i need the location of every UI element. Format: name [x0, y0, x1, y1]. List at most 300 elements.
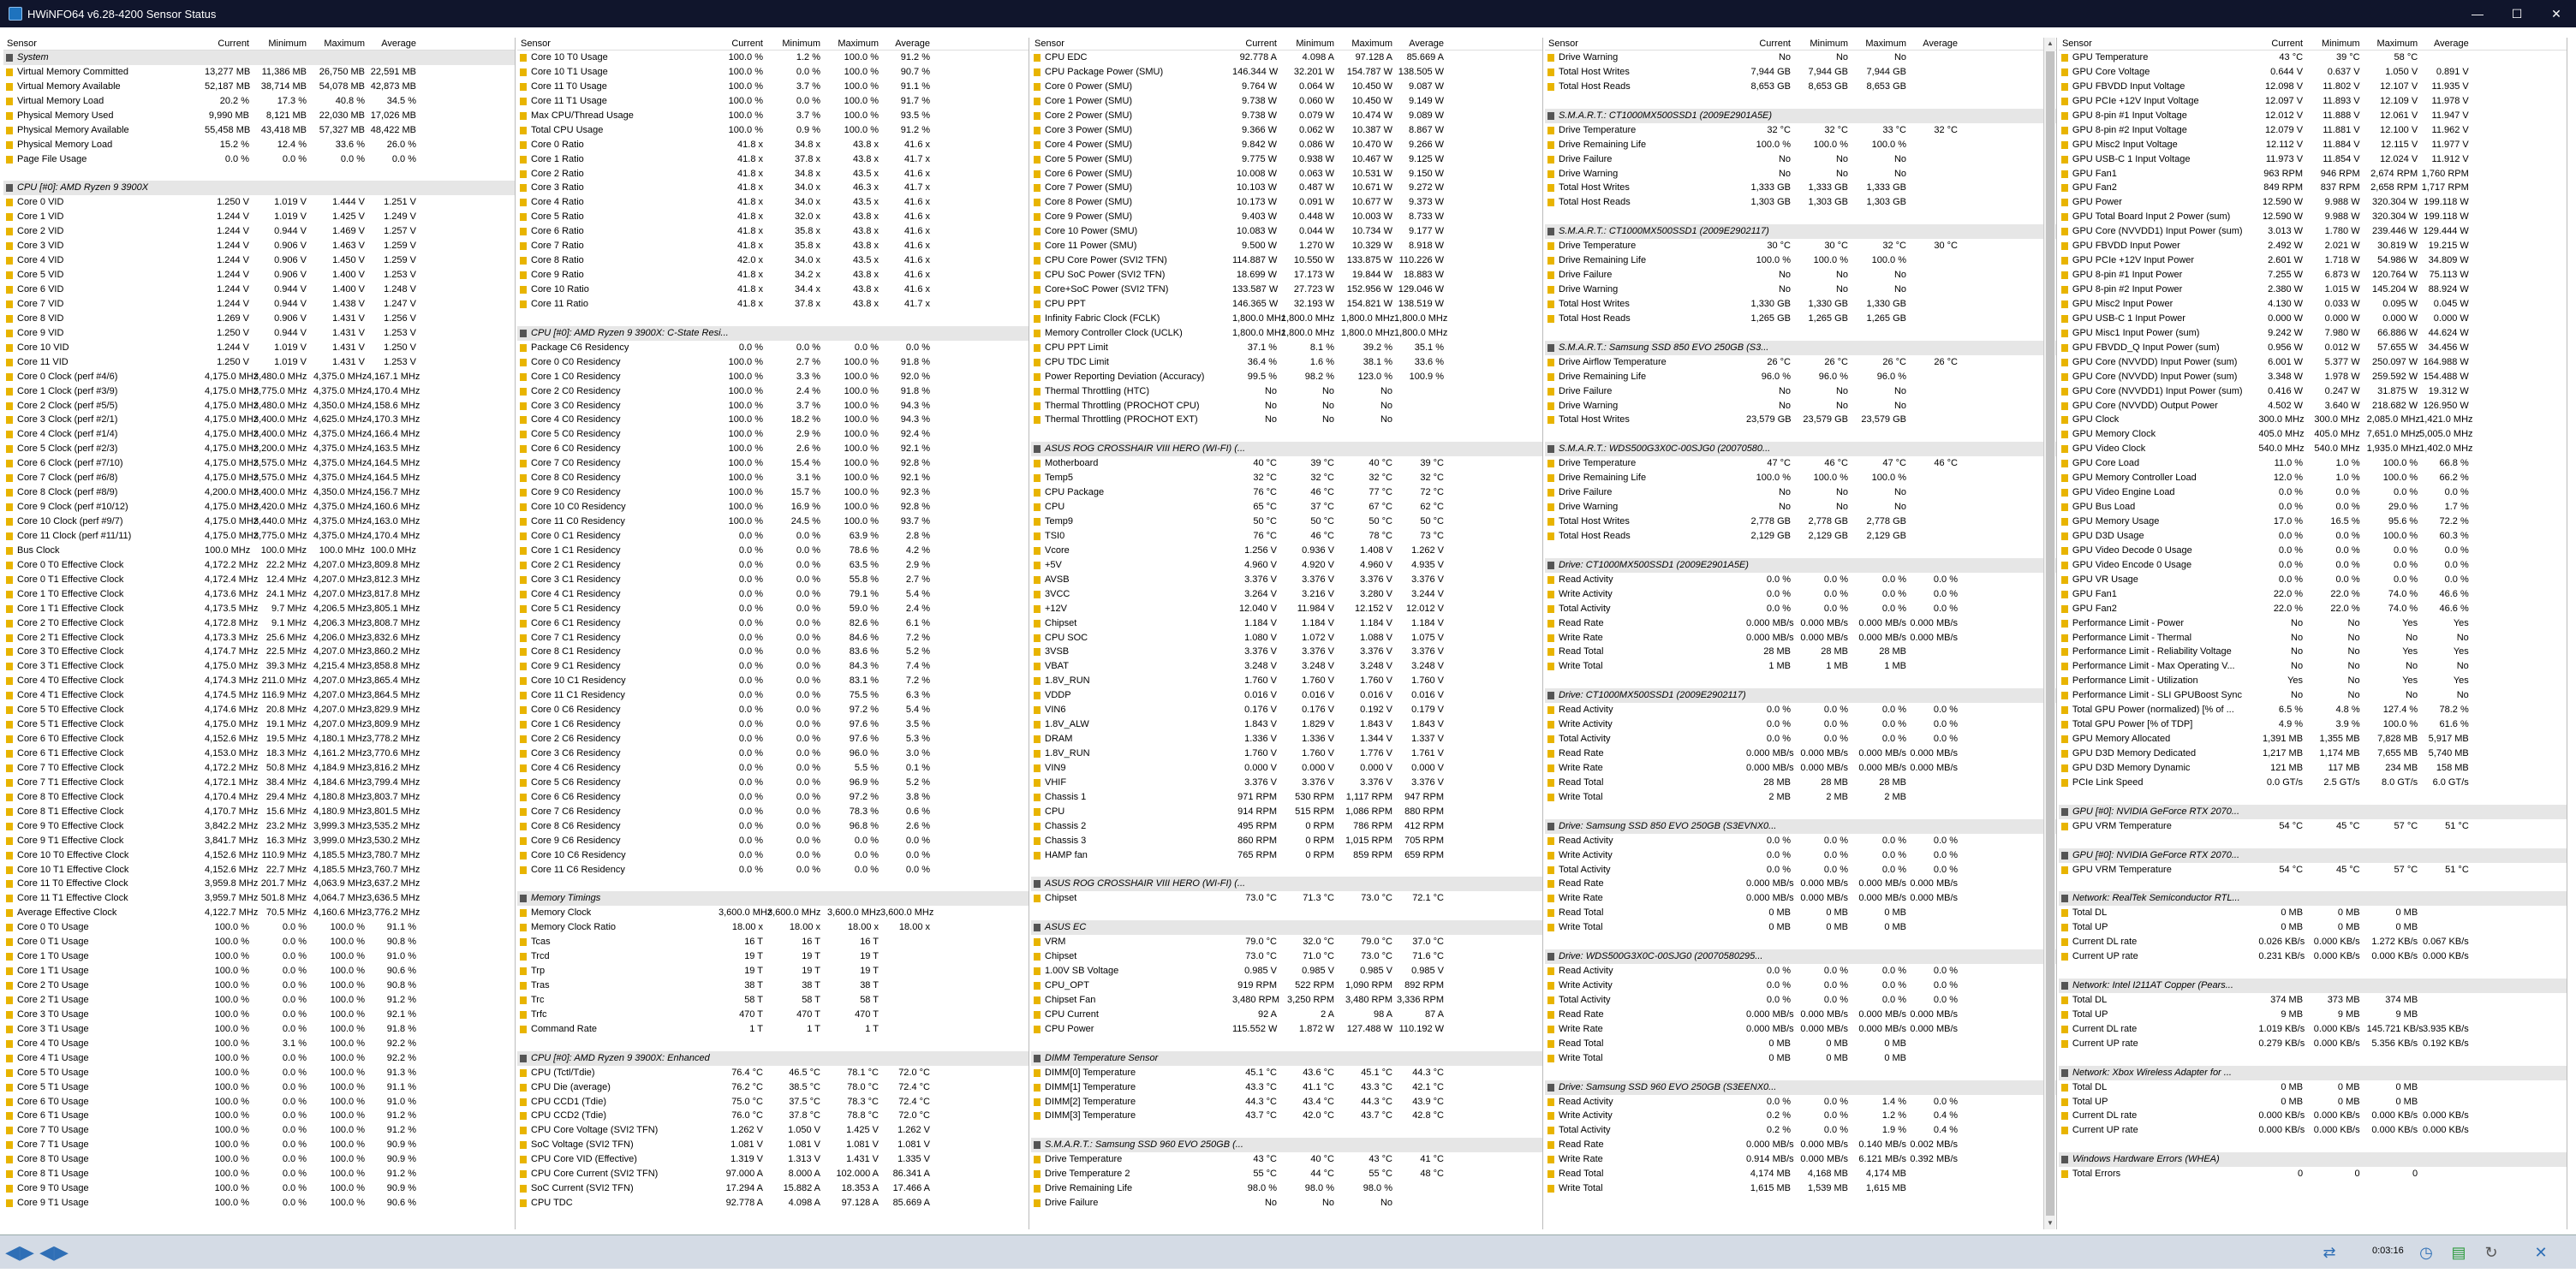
sensor-row[interactable]: [1031, 616, 1542, 631]
sensor-row[interactable]: [3, 94, 515, 109]
sensor-row[interactable]: [517, 616, 1029, 631]
sensor-row[interactable]: [2059, 906, 2567, 920]
sensor-row[interactable]: [517, 515, 1029, 529]
sensor-row[interactable]: [1545, 51, 2056, 65]
sensor-row[interactable]: [1545, 1095, 2056, 1109]
sensor-row[interactable]: [2059, 51, 2567, 65]
sensor-row[interactable]: [3, 717, 515, 732]
sensor-row[interactable]: [2059, 152, 2567, 167]
sensor-row[interactable]: [1545, 413, 2056, 427]
maximize-button[interactable]: ☐: [2511, 6, 2523, 21]
sensor-row[interactable]: [517, 790, 1029, 805]
sensor-row[interactable]: [2059, 631, 2567, 645]
sensor-row[interactable]: [3, 993, 515, 1008]
sensor-row[interactable]: [517, 195, 1029, 210]
sensor-row[interactable]: [517, 935, 1029, 949]
sensor-group-header[interactable]: [2059, 805, 2567, 819]
sensor-row[interactable]: [1545, 370, 2056, 384]
sensor-row[interactable]: [517, 471, 1029, 485]
sensor-row[interactable]: [1545, 515, 2056, 529]
sensor-row[interactable]: [517, 558, 1029, 573]
sensor-row[interactable]: [1545, 138, 2056, 152]
sensor-row[interactable]: [2059, 123, 2567, 138]
sensor-row[interactable]: [1545, 283, 2056, 297]
sensor-row[interactable]: [1031, 935, 1542, 949]
sensor-row[interactable]: [3, 920, 515, 935]
sensor-row[interactable]: [3, 65, 515, 80]
sensor-row[interactable]: [517, 993, 1029, 1008]
sensor-row[interactable]: [1031, 224, 1542, 239]
sensor-row[interactable]: [2059, 399, 2567, 413]
sensor-row[interactable]: [1031, 645, 1542, 659]
sensor-row[interactable]: [1031, 109, 1542, 123]
sensor-row[interactable]: [517, 413, 1029, 427]
sensor-row[interactable]: [1031, 1167, 1542, 1181]
sensor-row[interactable]: [3, 1008, 515, 1022]
sensor-row[interactable]: [1031, 659, 1542, 674]
sensor-row[interactable]: [517, 602, 1029, 616]
sensor-row[interactable]: [3, 674, 515, 688]
sensor-row[interactable]: [1031, 341, 1542, 355]
sensor-row[interactable]: [1545, 253, 2056, 268]
sensor-row[interactable]: [1031, 51, 1542, 65]
sensor-row[interactable]: [2059, 544, 2567, 558]
sensor-row[interactable]: [3, 152, 515, 167]
sensor-row[interactable]: [1031, 210, 1542, 224]
sensor-row[interactable]: [3, 413, 515, 427]
sensor-row[interactable]: [3, 210, 515, 224]
column-header-current[interactable]: Current: [1245, 39, 1277, 49]
column-header-sensor[interactable]: Sensor: [1548, 39, 1578, 49]
scrollbar-thumb[interactable]: [2046, 51, 2054, 1216]
sensor-row[interactable]: [2059, 1037, 2567, 1051]
sensor-row[interactable]: [1545, 239, 2056, 253]
sensor-row[interactable]: [3, 732, 515, 747]
sensor-row[interactable]: [1031, 776, 1542, 790]
sensor-row[interactable]: [1545, 790, 2056, 805]
sensor-row[interactable]: [2059, 109, 2567, 123]
sensor-row[interactable]: [1031, 167, 1542, 181]
sensor-row[interactable]: [2059, 776, 2567, 790]
sensor-row[interactable]: [2059, 355, 2567, 370]
sensor-row[interactable]: [3, 790, 515, 805]
sensor-row[interactable]: [517, 283, 1029, 297]
sensor-row[interactable]: [3, 456, 515, 471]
sensor-row[interactable]: [3, 485, 515, 500]
sensor-row[interactable]: [3, 427, 515, 442]
sensor-row[interactable]: [517, 427, 1029, 442]
sensor-row[interactable]: [1031, 312, 1542, 326]
sensor-row[interactable]: [3, 253, 515, 268]
sensor-row[interactable]: [2059, 1109, 2567, 1123]
sensor-row[interactable]: [1031, 805, 1542, 819]
sensor-row[interactable]: [517, 167, 1029, 181]
sensor-row[interactable]: [3, 645, 515, 659]
column-header-minimum[interactable]: Minimum: [2321, 39, 2360, 49]
sensor-row[interactable]: [1545, 573, 2056, 587]
sensor-group-header[interactable]: [517, 1051, 1029, 1066]
sensor-row[interactable]: [517, 355, 1029, 370]
sensor-row[interactable]: [2059, 370, 2567, 384]
column-header-maximum[interactable]: Maximum: [1865, 39, 1906, 49]
sensor-row[interactable]: [2059, 515, 2567, 529]
nav-back-icon[interactable]: ◀▶: [5, 1241, 34, 1263]
sensor-row[interactable]: [1031, 703, 1542, 717]
sensor-row[interactable]: [3, 616, 515, 631]
sensor-row[interactable]: [1031, 790, 1542, 805]
sensor-row[interactable]: [3, 863, 515, 877]
sensor-row[interactable]: [1545, 602, 2056, 616]
sensor-row[interactable]: [3, 558, 515, 573]
sensor-row[interactable]: [2059, 442, 2567, 456]
sensor-row[interactable]: [1545, 500, 2056, 515]
sensor-row[interactable]: [517, 181, 1029, 195]
sensor-row[interactable]: [1031, 964, 1542, 979]
sensor-row[interactable]: [2059, 224, 2567, 239]
sensor-row[interactable]: [517, 761, 1029, 776]
sensor-row[interactable]: [1545, 906, 2056, 920]
sensor-group-header[interactable]: [3, 51, 515, 65]
sensor-row[interactable]: [2059, 195, 2567, 210]
sensor-group-header[interactable]: [1031, 1051, 1542, 1066]
sensor-row[interactable]: [1545, 1037, 2056, 1051]
sensor-row[interactable]: [517, 500, 1029, 515]
sensor-row[interactable]: [2059, 573, 2567, 587]
sensor-row[interactable]: [517, 456, 1029, 471]
sensor-row[interactable]: [1031, 268, 1542, 283]
sensor-group-header[interactable]: [517, 891, 1029, 906]
sensor-row[interactable]: [1031, 355, 1542, 370]
sensor-row[interactable]: [1545, 631, 2056, 645]
sensor-row[interactable]: [1545, 1008, 2056, 1022]
sensor-row[interactable]: [517, 920, 1029, 935]
sensor-row[interactable]: [517, 1109, 1029, 1123]
sensor-row[interactable]: [517, 674, 1029, 688]
sensor-row[interactable]: [2059, 993, 2567, 1008]
sensor-row[interactable]: [2059, 341, 2567, 355]
sensor-row[interactable]: [1031, 674, 1542, 688]
column-header-current[interactable]: Current: [1759, 39, 1791, 49]
sensor-row[interactable]: [2059, 326, 2567, 341]
sensor-row[interactable]: [3, 123, 515, 138]
sensor-row[interactable]: [2059, 268, 2567, 283]
sensor-row[interactable]: [1031, 384, 1542, 399]
column-header[interactable]: [2059, 38, 2567, 51]
sensor-row[interactable]: [2059, 645, 2567, 659]
sensor-row[interactable]: [1545, 848, 2056, 863]
sensor-row[interactable]: [3, 515, 515, 529]
sensor-row[interactable]: [517, 1181, 1029, 1196]
sensor-row[interactable]: [3, 1095, 515, 1109]
sensor-row[interactable]: [3, 370, 515, 384]
sensor-row[interactable]: [2059, 210, 2567, 224]
sensor-row[interactable]: [2059, 312, 2567, 326]
vertical-scrollbar[interactable]: [2043, 38, 2055, 1229]
sensor-row[interactable]: [1031, 587, 1542, 602]
sensor-row[interactable]: [2059, 732, 2567, 747]
column-header-maximum[interactable]: Maximum: [324, 39, 365, 49]
sensor-row[interactable]: [2059, 94, 2567, 109]
column-header-minimum[interactable]: Minimum: [782, 39, 820, 49]
column-header-sensor[interactable]: Sensor: [7, 39, 37, 49]
sensor-row[interactable]: [1031, 573, 1542, 587]
sensor-row[interactable]: [1545, 1167, 2056, 1181]
sensor-row[interactable]: [1545, 877, 2056, 891]
sensor-row[interactable]: [2059, 239, 2567, 253]
sensor-row[interactable]: [3, 239, 515, 253]
sensor-row[interactable]: [1031, 471, 1542, 485]
sensor-row[interactable]: [1031, 979, 1542, 993]
sensor-row[interactable]: [517, 65, 1029, 80]
sensor-row[interactable]: [517, 138, 1029, 152]
sensor-row[interactable]: [2059, 1123, 2567, 1138]
sensor-row[interactable]: [517, 949, 1029, 964]
sensor-row[interactable]: [2059, 949, 2567, 964]
sensor-row[interactable]: [1031, 500, 1542, 515]
sensor-row[interactable]: [517, 1066, 1029, 1080]
sensor-row[interactable]: [1031, 1022, 1542, 1037]
sensor-group-header[interactable]: [1031, 442, 1542, 456]
sensor-row[interactable]: [517, 399, 1029, 413]
sensor-row[interactable]: [517, 688, 1029, 703]
sensor-row[interactable]: [2059, 558, 2567, 573]
column-header-current[interactable]: Current: [731, 39, 763, 49]
sensor-row[interactable]: [3, 109, 515, 123]
sensor-row[interactable]: [2059, 761, 2567, 776]
sensor-panel[interactable]: [2059, 38, 2567, 1229]
sensor-row[interactable]: [1545, 181, 2056, 195]
sensor-row[interactable]: [1031, 717, 1542, 732]
sensor-row[interactable]: [1031, 747, 1542, 761]
sensor-row[interactable]: [1031, 253, 1542, 268]
sensor-row[interactable]: [1545, 195, 2056, 210]
sensor-row[interactable]: [517, 485, 1029, 500]
sensor-row[interactable]: [1545, 65, 2056, 80]
sensor-row[interactable]: [2059, 297, 2567, 312]
sensor-row[interactable]: [3, 1138, 515, 1152]
sensor-row[interactable]: [3, 747, 515, 761]
sensor-row[interactable]: [1545, 776, 2056, 790]
column-header-current[interactable]: Current: [218, 39, 249, 49]
reset-icon[interactable]: ↻: [2484, 1243, 2498, 1261]
sensor-row[interactable]: [2059, 456, 2567, 471]
sensor-row[interactable]: [517, 631, 1029, 645]
sensor-row[interactable]: [1031, 456, 1542, 471]
sensor-row[interactable]: [1031, 891, 1542, 906]
sensor-row[interactable]: [1545, 1152, 2056, 1167]
sensor-row[interactable]: [3, 1167, 515, 1181]
sensor-row[interactable]: [517, 370, 1029, 384]
sensor-row[interactable]: [2059, 1080, 2567, 1095]
column-header-average[interactable]: Average: [1923, 39, 1958, 49]
sensor-row[interactable]: [2059, 167, 2567, 181]
sensor-row[interactable]: [3, 1123, 515, 1138]
sensor-row[interactable]: [1031, 688, 1542, 703]
column-header-minimum[interactable]: Minimum: [1296, 39, 1334, 49]
sensor-row[interactable]: [517, 863, 1029, 877]
sensor-row[interactable]: [1545, 645, 2056, 659]
sensor-row[interactable]: [1031, 515, 1542, 529]
sensor-row[interactable]: [1031, 761, 1542, 776]
column-header-sensor[interactable]: Sensor: [2061, 39, 2092, 49]
sensor-group-header[interactable]: [1545, 558, 2056, 573]
sensor-row[interactable]: [1545, 384, 2056, 399]
column-header-minimum[interactable]: Minimum: [1810, 39, 1848, 49]
sensor-row[interactable]: [3, 587, 515, 602]
sensor-row[interactable]: [1545, 456, 2056, 471]
sensor-row[interactable]: [517, 1080, 1029, 1095]
sensor-row[interactable]: [2059, 935, 2567, 949]
sensor-row[interactable]: [3, 471, 515, 485]
network-icon[interactable]: ⇄: [2323, 1243, 2336, 1261]
sensor-row[interactable]: [2059, 138, 2567, 152]
sensor-row[interactable]: [3, 1022, 515, 1037]
sensor-row[interactable]: [1545, 891, 2056, 906]
sensor-row[interactable]: [3, 877, 515, 891]
sensor-row[interactable]: [1031, 283, 1542, 297]
sensor-row[interactable]: [517, 544, 1029, 558]
sensor-row[interactable]: [517, 1152, 1029, 1167]
close-icon[interactable]: ✕: [2534, 1243, 2548, 1261]
sensor-row[interactable]: [1031, 326, 1542, 341]
sensor-row[interactable]: [3, 544, 515, 558]
sensor-row[interactable]: [517, 805, 1029, 819]
sensor-group-header[interactable]: [1031, 877, 1542, 891]
sensor-group-header[interactable]: [1545, 688, 2056, 703]
sensor-row[interactable]: [1545, 920, 2056, 935]
sensor-row[interactable]: [2059, 659, 2567, 674]
sensor-panel[interactable]: [517, 38, 1029, 1229]
sensor-row[interactable]: [3, 1051, 515, 1066]
sensor-row[interactable]: [1031, 239, 1542, 253]
sensor-row[interactable]: [2059, 602, 2567, 616]
sensor-row[interactable]: [1545, 312, 2056, 326]
sensor-row[interactable]: [1031, 123, 1542, 138]
sensor-row[interactable]: [1031, 399, 1542, 413]
sensor-row[interactable]: [1031, 1080, 1542, 1095]
sensor-row[interactable]: [3, 819, 515, 834]
sensor-row[interactable]: [1545, 355, 2056, 370]
sensor-row[interactable]: [517, 776, 1029, 790]
sensor-row[interactable]: [517, 442, 1029, 456]
sensor-row[interactable]: [1031, 1196, 1542, 1211]
sensor-row[interactable]: [517, 979, 1029, 993]
sensor-row[interactable]: [1031, 152, 1542, 167]
sensor-row[interactable]: [1545, 1181, 2056, 1196]
sensor-row[interactable]: [1031, 181, 1542, 195]
sensor-row[interactable]: [1031, 834, 1542, 848]
sensor-row[interactable]: [517, 297, 1029, 312]
sensor-row[interactable]: [1545, 616, 2056, 631]
sensor-row[interactable]: [3, 848, 515, 863]
sensor-row[interactable]: [1545, 717, 2056, 732]
column-header-sensor[interactable]: Sensor: [1035, 39, 1064, 49]
sensor-row[interactable]: [517, 80, 1029, 94]
sensor-row[interactable]: [517, 224, 1029, 239]
sensor-row[interactable]: [1545, 471, 2056, 485]
sensor-row[interactable]: [3, 949, 515, 964]
sensor-row[interactable]: [2059, 65, 2567, 80]
sensor-row[interactable]: [2059, 485, 2567, 500]
sensor-row[interactable]: [3, 805, 515, 819]
sensor-row[interactable]: [517, 573, 1029, 587]
sensor-row[interactable]: [517, 239, 1029, 253]
sensor-row[interactable]: [517, 1196, 1029, 1211]
close-button[interactable]: ✕: [2551, 6, 2561, 21]
sensor-row[interactable]: [517, 253, 1029, 268]
sensor-row[interactable]: [2059, 1022, 2567, 1037]
sensor-row[interactable]: [3, 341, 515, 355]
sensor-row[interactable]: [1545, 747, 2056, 761]
sensor-row[interactable]: [517, 1022, 1029, 1037]
sensor-row[interactable]: [1545, 834, 2056, 848]
sensor-row[interactable]: [517, 109, 1029, 123]
sensor-row[interactable]: [517, 341, 1029, 355]
sensor-row[interactable]: [3, 80, 515, 94]
sensor-row[interactable]: [517, 645, 1029, 659]
sensor-row[interactable]: [1031, 65, 1542, 80]
sensor-row[interactable]: [1545, 761, 2056, 776]
sensor-row[interactable]: [3, 195, 515, 210]
sensor-row[interactable]: [1031, 1152, 1542, 1167]
sensor-row[interactable]: [1545, 1051, 2056, 1066]
sensor-row[interactable]: [1031, 631, 1542, 645]
sensor-row[interactable]: [1031, 848, 1542, 863]
sensor-group-header[interactable]: [2059, 848, 2567, 863]
sensor-row[interactable]: [517, 152, 1029, 167]
sensor-group-header[interactable]: [1545, 819, 2056, 834]
sensor-row[interactable]: [517, 210, 1029, 224]
column-header[interactable]: [1545, 38, 2056, 51]
sensor-row[interactable]: [517, 587, 1029, 602]
sensor-row[interactable]: [3, 1109, 515, 1123]
sensor-row[interactable]: [2059, 500, 2567, 515]
column-header-minimum[interactable]: Minimum: [268, 39, 307, 49]
sensor-row[interactable]: [517, 1008, 1029, 1022]
column-header[interactable]: [517, 38, 1029, 51]
sensor-row[interactable]: [517, 747, 1029, 761]
sensor-row[interactable]: [1031, 993, 1542, 1008]
sensor-row[interactable]: [1545, 659, 2056, 674]
scroll-down-arrow[interactable]: ▼: [2047, 1219, 2054, 1227]
nav-forward-icon[interactable]: ◀▶: [39, 1241, 69, 1263]
sensor-row[interactable]: [1545, 167, 2056, 181]
sensor-group-header[interactable]: [1031, 920, 1542, 935]
sensor-group-header[interactable]: [2059, 891, 2567, 906]
sensor-group-header[interactable]: [2059, 979, 2567, 993]
sensor-row[interactable]: [517, 717, 1029, 732]
sensor-row[interactable]: [517, 529, 1029, 544]
sensor-row[interactable]: [1545, 529, 2056, 544]
column-header-average[interactable]: Average: [1409, 39, 1444, 49]
sensor-row[interactable]: [3, 602, 515, 616]
sensor-row[interactable]: [1545, 123, 2056, 138]
sensor-row[interactable]: [1031, 1008, 1542, 1022]
sensor-row[interactable]: [1031, 195, 1542, 210]
sensor-row[interactable]: [517, 906, 1029, 920]
sensor-row[interactable]: [3, 761, 515, 776]
sensor-group-header[interactable]: [1545, 442, 2056, 456]
sensor-group-header[interactable]: [517, 326, 1029, 341]
sensor-row[interactable]: [3, 326, 515, 341]
sensor-row[interactable]: [3, 659, 515, 674]
sensor-row[interactable]: [2059, 703, 2567, 717]
sensor-row[interactable]: [3, 834, 515, 848]
sensor-panel[interactable]: [3, 38, 516, 1229]
sensor-row[interactable]: [3, 964, 515, 979]
sensor-row[interactable]: [517, 732, 1029, 747]
sensor-row[interactable]: [1031, 94, 1542, 109]
